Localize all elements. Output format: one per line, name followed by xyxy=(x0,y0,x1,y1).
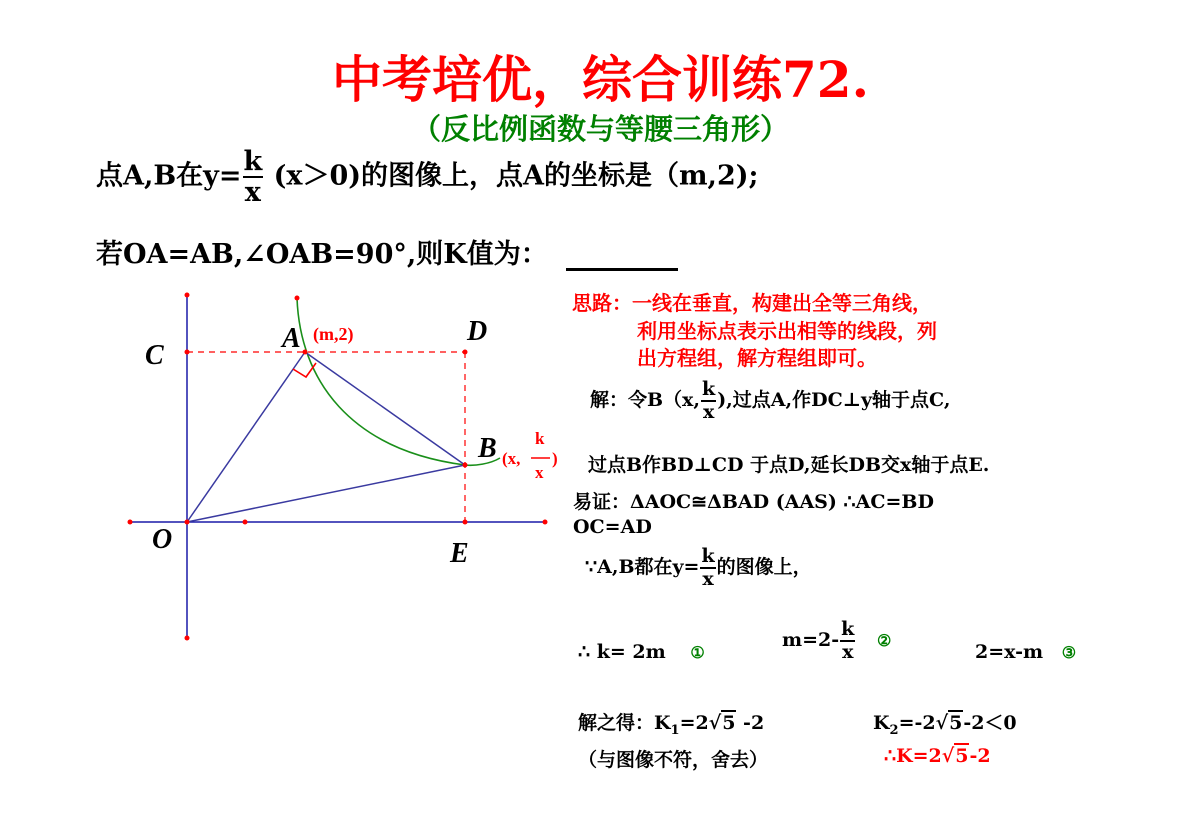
point-marker xyxy=(243,520,248,525)
problem-line-1 xyxy=(96,148,758,206)
fraction-numerator: k xyxy=(702,378,716,400)
hint-line-1: 思路：一线在垂直，构建出全等三角线， xyxy=(572,291,932,315)
hint-line-3: 出方程组，解方程组即可。 xyxy=(637,346,877,370)
point-marker xyxy=(185,520,190,525)
segment-ab xyxy=(305,352,465,465)
subscript: 2 xyxy=(889,722,899,738)
result-text: -2＜0 xyxy=(963,712,1017,734)
label-b-coord-a: (x, xyxy=(502,449,521,468)
problem-text-b: (x＞0)的图像上，点A的坐标是（m,2); xyxy=(264,160,759,192)
sqrt-symbol: √5 xyxy=(935,712,963,734)
equation-3 xyxy=(975,641,1076,663)
radicand: 5 xyxy=(722,712,736,734)
label-d: D xyxy=(467,316,488,347)
point-marker xyxy=(303,350,308,355)
fraction-numerator: k xyxy=(243,146,263,177)
point-marker xyxy=(463,350,468,355)
equation-text: 2=x-m xyxy=(975,641,1044,663)
equation-text: ∴ k= 2m xyxy=(578,641,666,663)
label-a: A xyxy=(282,323,301,354)
circled-number-2: ② xyxy=(876,631,892,650)
label-c: C xyxy=(145,340,164,371)
label-b-coord-b: ) xyxy=(552,449,558,468)
fraction-numerator: k xyxy=(841,618,855,640)
result-text: =2 xyxy=(679,712,709,734)
sqrt-symbol: √5 xyxy=(708,712,736,734)
fraction-numerator: k xyxy=(701,545,715,567)
point-marker xyxy=(185,350,190,355)
result-text: =-2 xyxy=(898,712,936,734)
solution-line-1 xyxy=(590,380,950,422)
problem-text-a: 点A,B在y= xyxy=(96,160,242,192)
label-a-coord: (m,2) xyxy=(313,324,354,344)
problem-line-2 xyxy=(96,232,678,271)
problem-question: 若OA=AB,∠OAB=90°,则K值为： xyxy=(96,239,548,270)
fraction-k-over-x xyxy=(700,380,717,422)
fraction-denominator: x xyxy=(702,568,714,590)
solution-line-3: 易证：ΔAOC≅ΔBAD (AAS) ∴AC=BD xyxy=(573,491,934,513)
radicand: 5 xyxy=(949,712,963,734)
point-marker xyxy=(128,520,133,525)
point-marker xyxy=(185,293,190,298)
solution-text: 解：令B（x, xyxy=(590,389,701,411)
solution-text: 的图像上， xyxy=(716,556,812,578)
hint-line-2: 利用坐标点表示出相等的线段，列 xyxy=(637,319,937,343)
result-text: -2 xyxy=(736,712,765,734)
label-e: E xyxy=(450,538,469,569)
point-marker xyxy=(543,520,548,525)
solution-line-5 xyxy=(585,547,812,589)
label-b-coord-x: x xyxy=(535,463,544,482)
geometry-diagram xyxy=(110,285,570,655)
solution-line-2: 过点B作BD⊥CD 于点D,延长DB交x轴于点E. xyxy=(588,454,990,476)
point-marker xyxy=(463,463,468,468)
solution-text: ∵A,B都在y= xyxy=(585,556,700,578)
answer-blank xyxy=(566,244,678,271)
label-b: B xyxy=(478,433,497,464)
result-text: 解之得：K xyxy=(578,712,671,734)
final-answer-text: ∴K=2 xyxy=(884,745,942,767)
fraction-denominator: x xyxy=(842,641,854,663)
reject-note: （与图像不符，舍去） xyxy=(578,749,769,771)
page-subtitle: （反比例函数与等腰三角形） xyxy=(411,112,789,146)
final-answer-text: -2 xyxy=(969,745,991,767)
final-answer xyxy=(884,745,991,767)
result-k2 xyxy=(873,708,1017,738)
fraction-k-over-x xyxy=(839,620,856,662)
fraction-k-over-x xyxy=(699,547,716,589)
page-title: 中考培优，综合训练72. xyxy=(332,50,869,109)
sqrt-symbol: √5 xyxy=(941,745,969,767)
fraction-denominator: x xyxy=(244,177,261,208)
segment-oa xyxy=(187,352,305,522)
equation-text: m=2- xyxy=(782,629,840,651)
circled-number-1: ① xyxy=(690,643,705,662)
solution-text: ),过点A,作DC⊥y轴于点C, xyxy=(717,389,951,411)
label-b-coord-k: k xyxy=(535,429,545,448)
fraction-denominator: x xyxy=(702,401,715,423)
result-text: K xyxy=(873,712,890,734)
label-o: O xyxy=(152,524,173,555)
solution-line-4: OC=AD xyxy=(573,516,652,538)
segment-ob xyxy=(187,465,465,522)
equation-2 xyxy=(782,620,891,662)
equation-1 xyxy=(578,641,705,663)
radicand: 5 xyxy=(955,745,969,767)
result-k1 xyxy=(578,708,764,738)
circled-number-3: ③ xyxy=(1061,643,1077,662)
point-marker xyxy=(185,636,190,641)
subscript: 1 xyxy=(670,722,680,738)
point-marker xyxy=(295,296,300,301)
point-marker xyxy=(463,520,468,525)
fraction-k-over-x xyxy=(241,148,264,206)
